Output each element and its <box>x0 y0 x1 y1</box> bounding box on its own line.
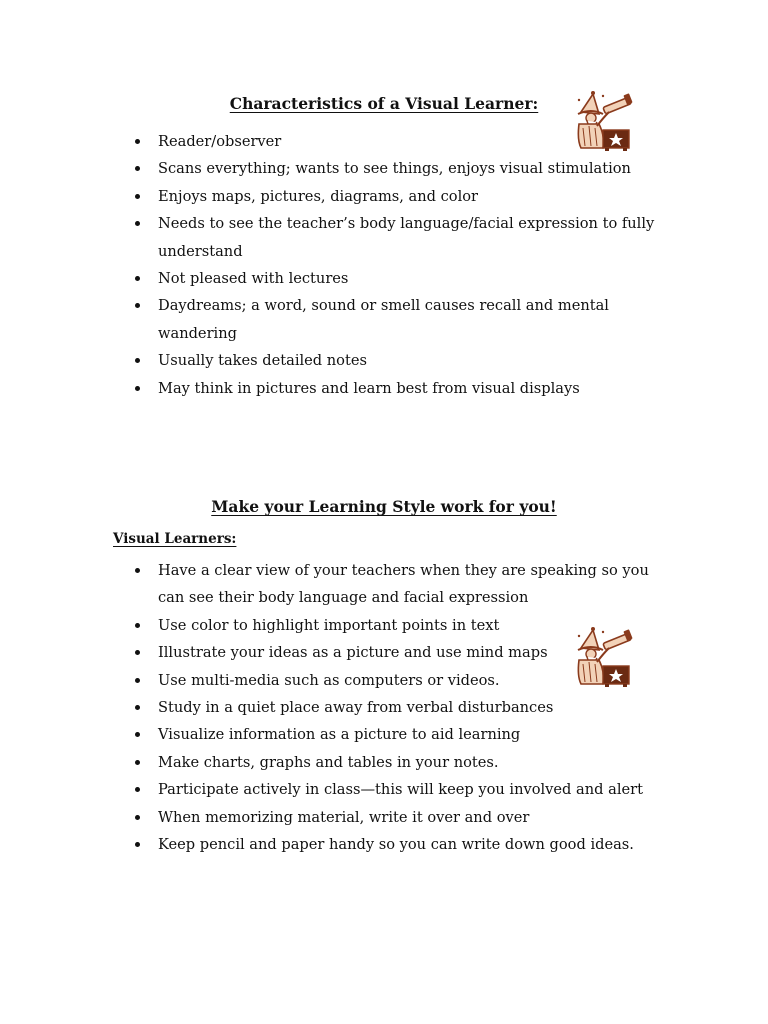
visual-learner-characteristics-list <box>0 128 658 402</box>
list-item: Have a clear view of your teachers when they are speaking so you can see their body language and facial expression <box>0 557 658 612</box>
list-item: Enjoys maps, pictures, diagrams, and color <box>0 183 658 210</box>
list-item: Reader/observer <box>0 128 658 155</box>
list-item: Use color to highlight important points in text <box>0 612 658 639</box>
subheading-visual-learners: Visual Learners: <box>113 531 237 547</box>
visual-learner-tips-list <box>0 557 658 858</box>
list-item: May think in pictures and learn best from visual displays <box>0 375 658 402</box>
list-item: Participate actively in class—this will keep you involved and alert <box>0 776 658 803</box>
section-title-learning-style: Make your Learning Style work for you! <box>211 497 557 516</box>
list-item: When memorizing material, write it over and over <box>0 804 658 831</box>
list-item: Study in a quiet place away from verbal disturbances <box>0 694 658 721</box>
list-item: Scans everything; wants to see things, enjoys visual stimulation <box>0 155 658 182</box>
list-item: Keep pencil and paper handy so you can write down good ideas. <box>0 831 658 858</box>
list-item: Not pleased with lectures <box>0 265 658 292</box>
list-item: Illustrate your ideas as a picture and use mind maps <box>0 639 658 666</box>
list-item: Visualize information as a picture to aid learning <box>0 721 658 748</box>
list-item: Usually takes detailed notes <box>0 347 658 374</box>
list-item: Make charts, graphs and tables in your notes. <box>0 749 658 776</box>
section-title-visual-learner: Characteristics of a Visual Learner: <box>229 94 539 113</box>
list-item: Needs to see the teacher’s body language/facial expression to fully understand <box>0 210 658 265</box>
list-item: Use multi-media such as computers or videos. <box>0 667 658 694</box>
wizard-telescope-icon <box>573 626 635 688</box>
list-item: Daydreams; a word, sound or smell causes recall and mental wandering <box>0 292 658 347</box>
